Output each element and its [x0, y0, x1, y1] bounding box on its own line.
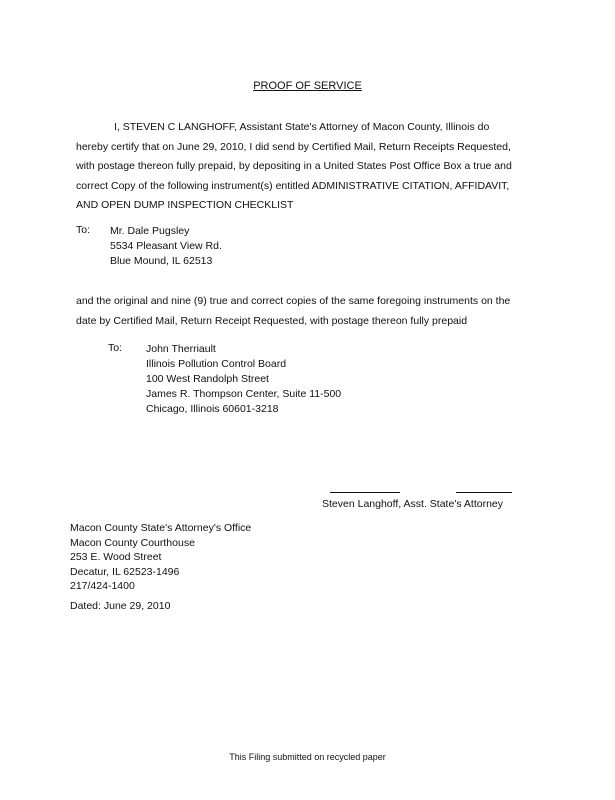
paragraph-line: date by Certified Mail, Return Receipt Requested, with postage thereon fully prepaid — [76, 314, 468, 327]
office-line: Decatur, IL 62523-1496 — [70, 565, 180, 578]
paragraph-line: with postage thereon fully prepaid, by depositing in a United States Post Office Box a true and — [76, 160, 512, 172]
paragraph-line: AND OPEN DUMP INSPECTION CHECKLIST — [76, 199, 294, 211]
copies-paragraph — [76, 292, 546, 331]
board-address — [146, 342, 341, 417]
to-label-board: To: — [108, 342, 123, 354]
recycled-paper-footer: This Filing submitted on recycled paper — [229, 752, 386, 762]
office-line: 253 E. Wood Street — [70, 551, 162, 563]
certification-paragraph — [76, 118, 546, 216]
address-line: Chicago, Illinois 60601-3218 — [146, 403, 279, 415]
office-line: Macon County Courthouse — [70, 536, 195, 549]
address-line: 5534 Pleasant View Rd. — [110, 240, 222, 252]
dated-line: Dated: June 29, 2010 — [70, 600, 171, 612]
signature-line — [330, 492, 400, 493]
address-line: Illinois Pollution Control Board — [146, 358, 287, 370]
signature-line — [456, 492, 512, 493]
page-title: PROOF OF SERVICE — [253, 80, 362, 92]
address-line: John Therriault — [146, 343, 216, 355]
paragraph-line: I, STEVEN C LANGHOFF, Assistant State's Attorney of Macon County, Illinois do — [114, 121, 490, 133]
address-line: Mr. Dale Pugsley — [110, 225, 190, 237]
address-line: 100 West Randolph Street — [146, 373, 269, 385]
paragraph-line: correct Copy of the following instrument(s) entitled ADMINISTRATIVE CITATION, AFFIDAVIT, — [76, 179, 510, 192]
recipient-address — [110, 224, 222, 269]
paragraph-line: hereby certify that on June 29, 2010, I did send by Certified Mail, Return Receipts Requested, — [76, 140, 511, 153]
office-address — [70, 521, 251, 594]
to-label: To: — [76, 224, 91, 236]
office-line: Macon County State's Attorney's Office — [70, 522, 252, 534]
address-line: James R. Thompson Center, Suite 11-500 — [146, 388, 342, 400]
signature-name: Steven Langhoff, Asst. State's Attorney — [322, 498, 504, 510]
paragraph-line: and the original and nine (9) true and correct copies of the same foregoing instruments on the — [76, 295, 511, 307]
office-line: 217/424-1400 — [70, 580, 135, 592]
address-line: Blue Mound, IL 62513 — [110, 255, 213, 267]
